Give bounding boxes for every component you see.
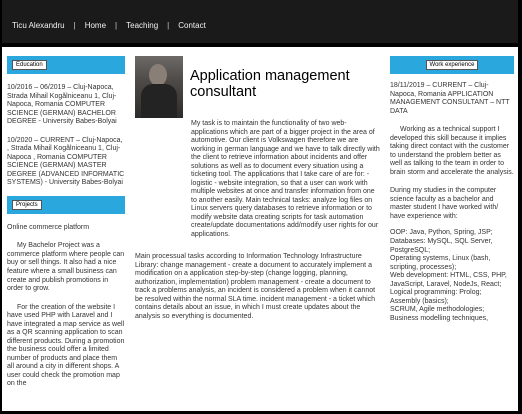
education-header-bar [7,56,125,74]
nav-teaching-link[interactable]: Teaching [126,21,159,30]
nav-separator: | [167,21,170,30]
photo-body-shape [141,84,177,118]
skill-item: Operating systems, Linux (bash, scripting, processes); [390,255,491,271]
nav-links [12,21,206,31]
right-column [390,56,514,323]
skill-item: Business modelling techniques, [390,314,489,322]
work-paragraph: Working as a technical support I developed this skill because it implies taking direct contact with the customer to understand the problem better as well as talking to the team in order to brain storm and accelerate the analysis. [390,126,514,176]
work-entry: 18/11/2019 – CURRENT – Cluj-Napoca, Romania APPLICATION MANAGEMENT CONSULTANT – NTT DATA [390,82,510,115]
skill-item: Logical programming: Prolog; [390,289,482,297]
skill-item: Web development: HTML, CSS, PHP, JavaScript, Laravel, NodeJs, React; [390,272,507,288]
project-title: Online commerce platform [7,223,90,231]
skill-item: Databases: MySQL, SQL Server, PostgreSQL; [390,237,493,254]
nav-contact-link[interactable]: Contact [178,21,206,30]
navbar [2,0,518,47]
skill-item: SCRUM, Agile methodologies; [390,306,485,314]
nav-separator: | [73,21,76,30]
nav-name-link[interactable]: Ticu Alexandru [12,21,65,30]
work-tag: Work experience [426,60,479,71]
skill-item: OOP: Java, Python, Spring, JSP; [390,229,493,237]
left-column [7,56,125,389]
profile-photo [135,56,183,118]
nav-home-link[interactable]: Home [84,21,107,30]
nav-separator: | [115,21,118,30]
education-item: 10/2016 – 06/2019 – Cluj-Napoca, Strada Mihail Kogălniceanu 1, Cluj-Napoca, Romania COMPUTER SCIENCE (GERMAN) BACHELOR DEGREE - University Babes-Bolyai [7,84,117,126]
job-processual-tasks: Main processual tasks according to Information Technology Infrastructure Library: change management - create a document to accurately implement a modification on a application step-by-step (change logging, planning, authorization, implementation) problem management - create a document to track a problems analysis, an incident is considered a problem when it cannot be resolved within the normal SLA time. incident management - a ticket which contains details about an issue, in which I must create updates about the analysis so everything is documented. [135,253,376,320]
work-header-bar [390,56,514,74]
projects-header-bar [7,196,125,214]
education-item: 10/2020 – CURRENT – Cluj-Napoca, , Strada Mihail Kogălniceanu 1, Cluj-Napoca , Romania COMPUTER SCIENCE (GERMAN) MASTER DEGREE (ADVANCED INFORMATIC SYSTEMS) - University Babes-Bolyai [7,136,125,187]
project-paragraph: My Bachelor Project was a commerce platform where people can buy or sell things. It also had a nice feature where a small business can create and publish promotions in order to grow. [7,242,125,293]
job-title-heading: Application management consultant [190,68,350,101]
work-paragraph: During my studies in the computer science faculty as a bachelor and master student I have worked with/ have experience with: [390,187,499,220]
photo-head-shape [149,64,167,86]
skill-item: Assembly (basics); [390,297,449,305]
projects-tag: Projects [12,200,42,211]
skills-list [390,229,514,323]
project-paragraph: For the creation of the website I have used PHP with Laravel and I have integrated a map service as well as a QR scanning application to scan different products. During a promotion the business could offer a limited number of products and place them all around a city in different shops. A user could check the promotion map on the [7,303,125,388]
education-tag: Education [12,60,47,71]
job-description: My task is to maintain the functionality of two web-applications which are part of a bigger project in the area of automotive. Our client is Volkswagen therefore we are working in german language and we have to talk directly with the client to retrieve information about incidents and offer solutions as well as to document every situation using a ticketing tool. The applications that I take care of are for: - logistic - website integration, so that a user can work with multiple websites at once and transfer information from one to another easily. Main technical tasks: analyze log files on Linux servers query databases to retrieve information or to modify website data creating scripts for task automation create/update documentations add/modify user rights for our applications. [191,120,380,238]
